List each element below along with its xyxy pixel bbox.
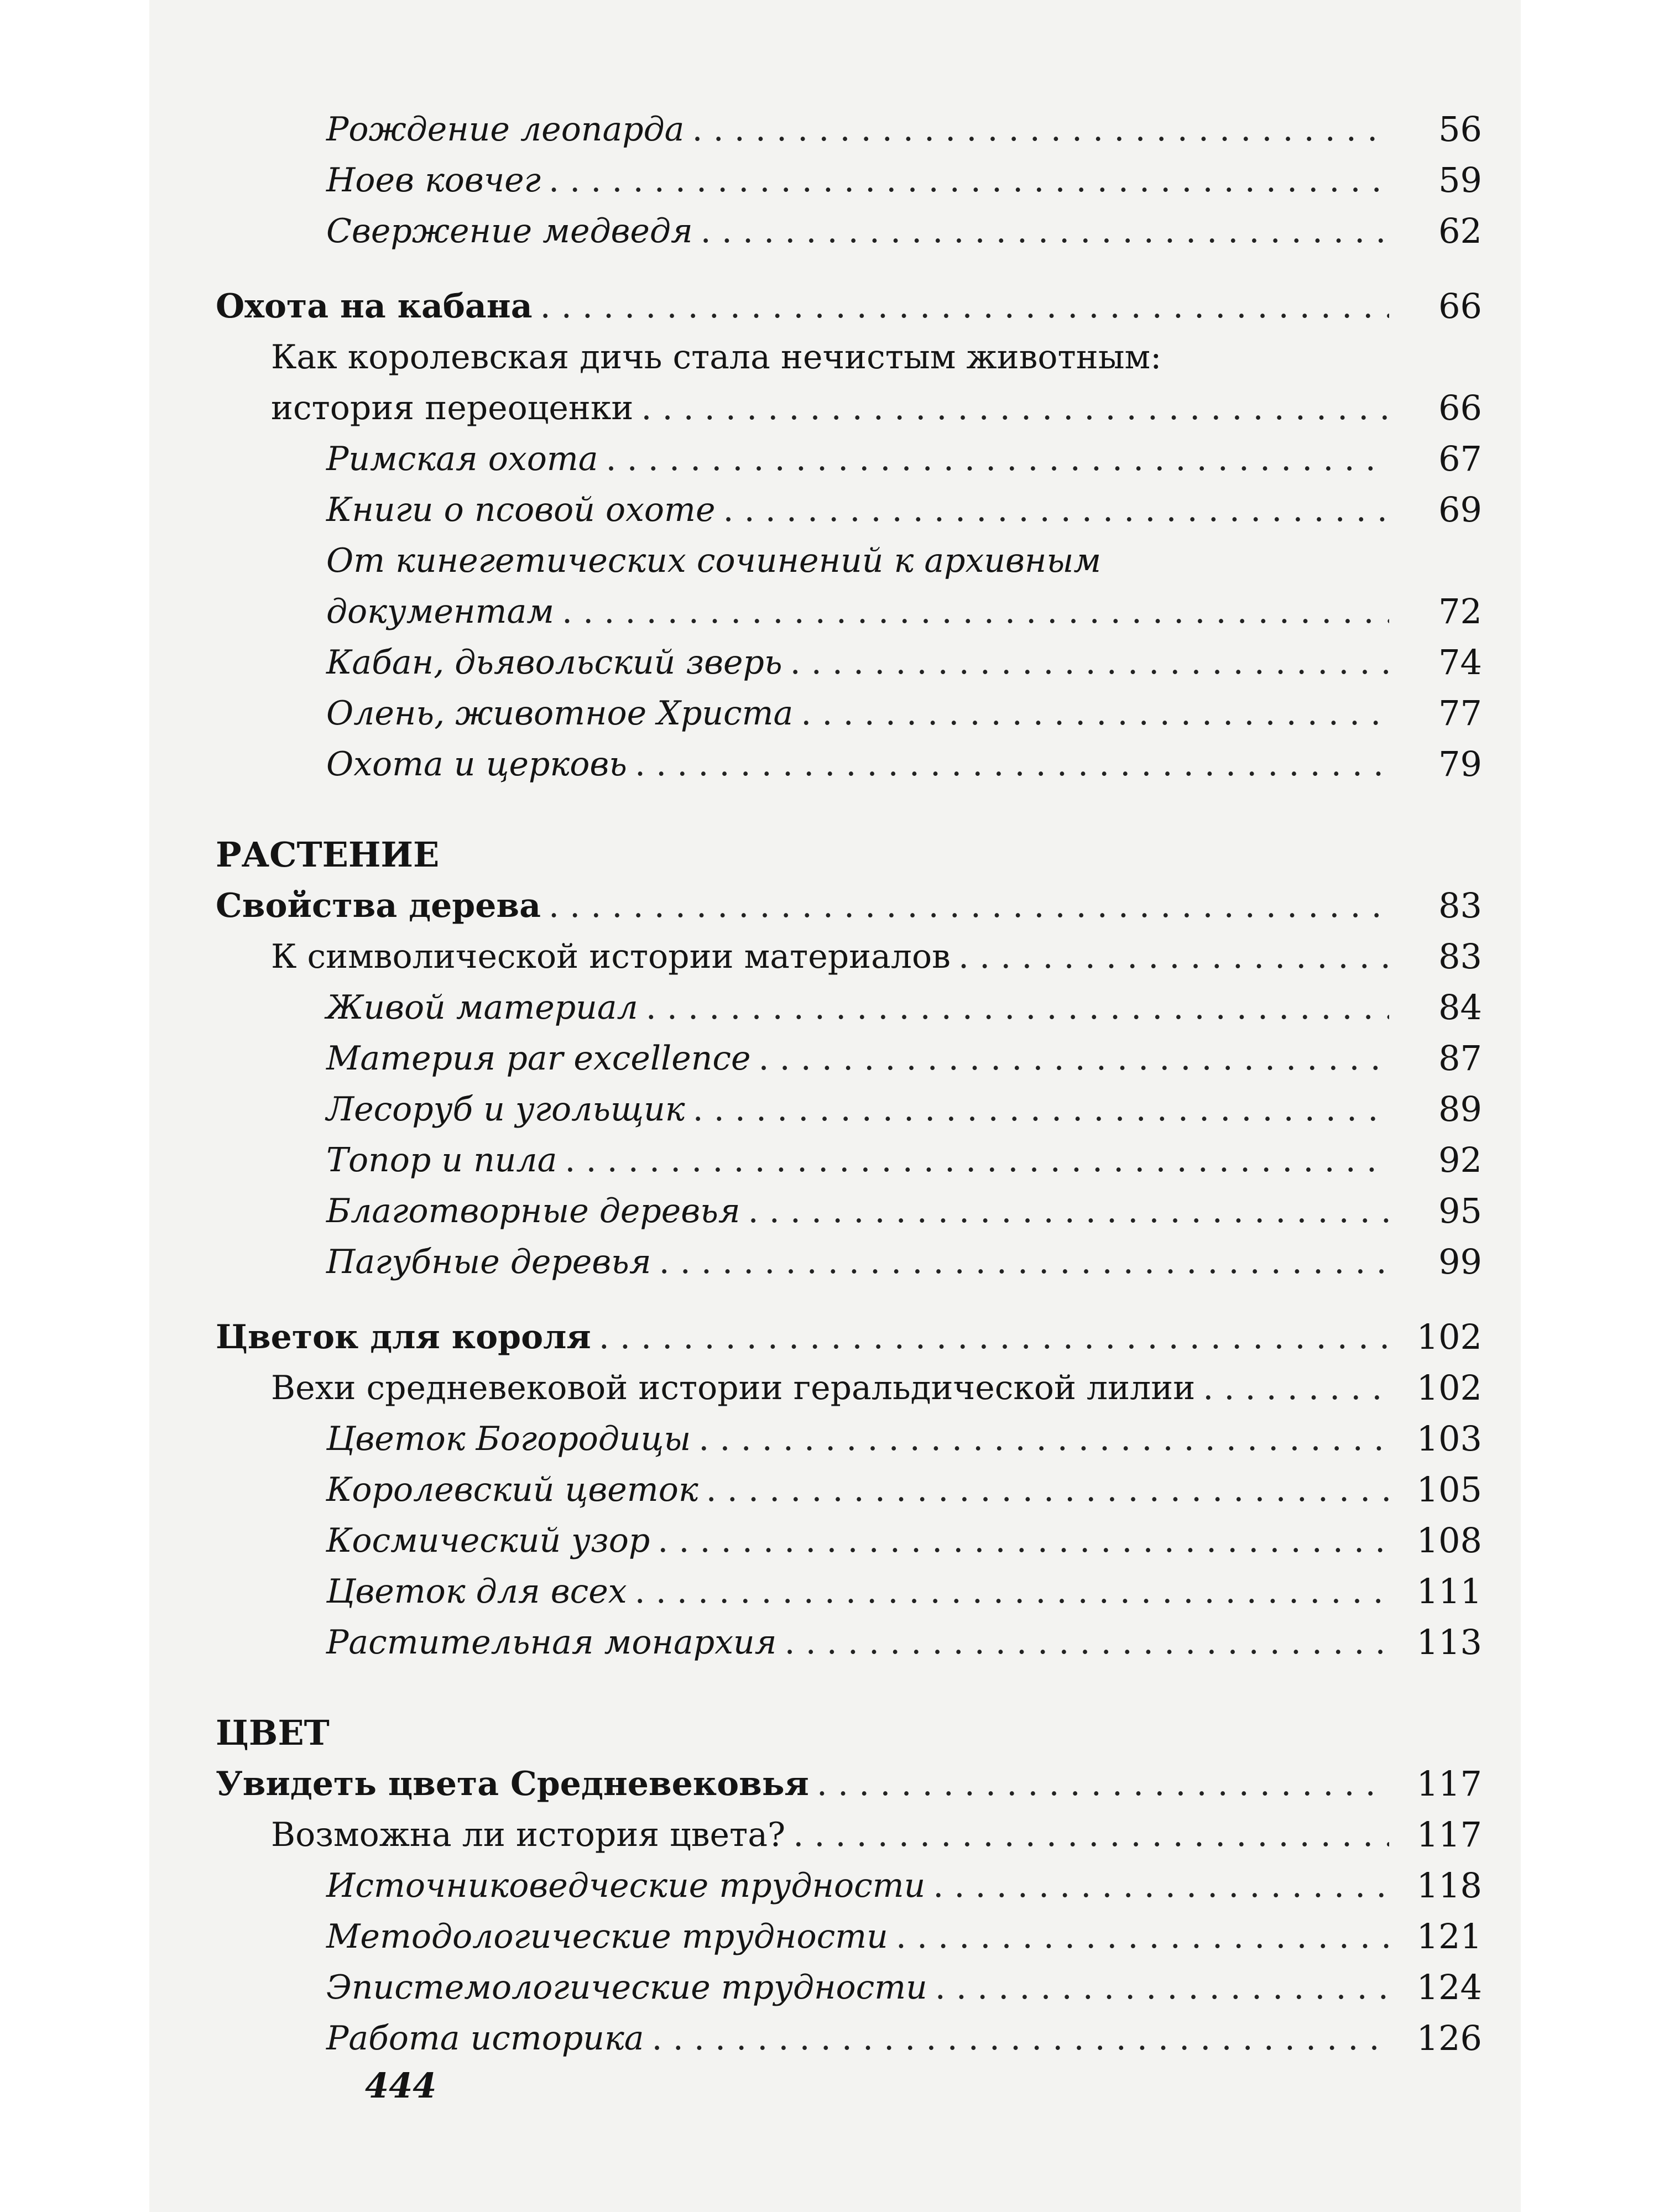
toc-entry: [216, 1958, 1482, 2008]
toc-entry-page: 83: [1438, 885, 1482, 926]
toc-entry-page: 108: [1416, 1520, 1482, 1561]
toc-entry-page: 121: [1416, 1916, 1482, 1957]
toc-entry-page: 113: [1416, 1622, 1482, 1662]
toc-entry: [216, 429, 1482, 480]
toc-entry-title: Материя par excellence: [326, 1039, 751, 1078]
toc-entry-title: Охота на кабана: [216, 287, 533, 326]
dot-leader: [565, 1139, 1389, 1181]
toc-entry-page: 105: [1416, 1469, 1482, 1510]
dot-leader: [562, 591, 1389, 633]
toc-entry: [216, 531, 1482, 582]
toc-entry-title: Работа историка: [326, 2019, 644, 2058]
toc-entry: [216, 1856, 1482, 1907]
toc-entry: [216, 876, 1482, 927]
toc-entry-title: Охота и церковь: [326, 745, 627, 784]
toc-entry-page: 118: [1416, 1865, 1482, 1906]
toc-entry: [216, 1130, 1482, 1181]
toc-entry-title: Источниковедческие трудности: [326, 1866, 926, 1905]
toc-entry: [216, 2008, 1482, 2059]
toc-entry-title: Увидеть цвета Средневековья: [216, 1765, 809, 1803]
toc-entry-page: 102: [1416, 1368, 1482, 1408]
toc-entry-title: Методологические трудности: [326, 1917, 888, 1956]
toc-entry: [216, 1307, 1482, 1358]
toc-entry-title: документам: [326, 592, 554, 631]
toc-entry-page: 126: [1416, 2018, 1482, 2058]
toc-entry-page: 79: [1438, 744, 1482, 784]
dot-leader: [958, 936, 1389, 978]
toc-entry-page: 92: [1438, 1140, 1482, 1180]
toc-entry: [216, 1358, 1482, 1409]
toc-entry: [216, 1511, 1482, 1562]
dot-leader: [641, 387, 1389, 429]
toc-entry-page: 84: [1438, 987, 1482, 1027]
toc-entry: [216, 1460, 1482, 1511]
dot-leader: [759, 1037, 1390, 1079]
dot-leader: [723, 489, 1389, 531]
toc-entry: [216, 327, 1482, 378]
dot-leader: [935, 1966, 1389, 2008]
toc-entry-page: 117: [1416, 1814, 1482, 1855]
toc-entry-title: Рождение леопарда: [326, 110, 685, 149]
toc-entry: [216, 1805, 1482, 1856]
toc-entry-page: 99: [1438, 1241, 1482, 1282]
dot-leader: [693, 1088, 1389, 1130]
toc-entry: [216, 378, 1482, 429]
toc-entry-title: Возможна ли история цвета?: [271, 1815, 786, 1854]
dot-leader: [692, 108, 1389, 150]
toc-entry-title: От кинегетических сочинений к архивным: [326, 541, 1102, 580]
dot-leader: [748, 1190, 1389, 1232]
toc-entry: [216, 734, 1482, 785]
toc-entry: [216, 1029, 1482, 1079]
toc-entry-title: Свержение медведя: [326, 212, 693, 251]
dot-leader: [896, 1916, 1389, 1958]
toc-entry-title: Живой материал: [326, 988, 638, 1027]
toc-entry: [216, 150, 1482, 201]
toc-entry: [216, 1409, 1482, 1460]
dot-leader: [790, 641, 1389, 684]
toc-entry: [216, 978, 1482, 1029]
toc-entry-title: ЦВЕТ: [216, 1713, 330, 1753]
toc-entry-title: Цветок для короля: [216, 1318, 591, 1357]
toc-entry-title: Олень, животное Христа: [326, 694, 794, 733]
toc-entry: [216, 633, 1482, 684]
dot-leader: [801, 692, 1389, 734]
toc-entry-title: история переоценки: [271, 389, 634, 427]
toc-entry: [216, 927, 1482, 978]
toc-entry: [216, 1754, 1482, 1805]
toc-entry-title: Вехи средневековой истории геральдической лилии: [271, 1369, 1196, 1407]
toc-entry-title: Благотворные деревья: [326, 1192, 740, 1230]
page-number: 444: [365, 2065, 437, 2106]
toc-entry-page: 87: [1438, 1038, 1482, 1078]
toc-entry: [216, 201, 1482, 252]
toc-entry-page: 103: [1416, 1418, 1482, 1459]
toc-entry-page: 59: [1438, 160, 1482, 200]
toc-section-heading: [216, 810, 1482, 876]
toc-entry-page: 74: [1438, 642, 1482, 682]
toc-entry-page: 102: [1416, 1317, 1482, 1357]
toc-entry-page: 83: [1438, 936, 1482, 977]
dot-leader: [599, 1316, 1389, 1358]
toc-entry-title: РАСТЕНИЕ: [216, 834, 440, 875]
dot-leader: [658, 1520, 1389, 1562]
toc-entry-page: 77: [1438, 693, 1482, 733]
toc-entry: [216, 276, 1482, 327]
toc-entry-page: 67: [1438, 439, 1482, 479]
dot-leader: [793, 1814, 1389, 1856]
dot-leader: [549, 885, 1389, 927]
toc-entry: [216, 1907, 1482, 1958]
dot-leader: [706, 1469, 1389, 1511]
toc-entry: [216, 582, 1482, 633]
toc-entry-title: Римская охота: [326, 440, 598, 478]
dot-leader: [784, 1621, 1389, 1663]
toc-entry-title: Книги о псовой охоте: [326, 491, 716, 529]
toc-entry: [216, 1181, 1482, 1232]
dot-leader: [652, 2017, 1389, 2059]
toc-entry-title: Растительная монархия: [326, 1623, 777, 1662]
toc-entry-title: Лесоруб и угольщик: [326, 1090, 685, 1129]
toc-entry-page: 69: [1438, 489, 1482, 530]
toc-entry: [216, 684, 1482, 734]
toc-entry-title: Топор и пила: [326, 1141, 557, 1180]
toc-entry: [216, 1562, 1482, 1613]
dot-leader: [635, 743, 1389, 785]
toc-entry-page: 62: [1438, 211, 1482, 251]
dot-leader: [817, 1763, 1389, 1805]
toc-entry-page: 95: [1438, 1191, 1482, 1231]
toc-entry-title: Космический узор: [326, 1521, 650, 1560]
toc-entry-title: Кабан, дьявольский зверь: [326, 643, 782, 682]
dot-leader: [606, 438, 1389, 480]
toc-entry-title: Цветок Богородицы: [326, 1420, 691, 1458]
dot-leader: [549, 159, 1389, 201]
toc-entry-title: К символической истории материалов: [271, 937, 951, 976]
toc-section-heading: [216, 1688, 1482, 1754]
dot-leader: [1203, 1367, 1389, 1409]
dot-leader: [540, 285, 1389, 327]
book-page: [149, 0, 1521, 2212]
toc-entry-title: Ноев ковчег: [326, 161, 541, 200]
toc-entry-title: Эпистемологические трудности: [326, 1968, 927, 2007]
toc-entry-title: Королевский цветок: [326, 1470, 698, 1509]
toc-entry-page: 117: [1416, 1764, 1482, 1804]
toc-entry-page: 56: [1438, 109, 1482, 149]
toc-entry-title: Как королевская дичь стала нечистым животным:: [271, 338, 1162, 377]
toc-entry-page: 72: [1438, 591, 1482, 632]
table-of-contents: [216, 100, 1482, 2059]
toc-entry: [216, 480, 1482, 531]
toc-entry-page: 66: [1438, 388, 1482, 428]
toc-entry-title: Цветок для всех: [326, 1572, 627, 1611]
dot-leader: [701, 210, 1389, 252]
toc-entry-page: 89: [1438, 1089, 1482, 1129]
toc-entry-title: Пагубные деревья: [326, 1243, 651, 1281]
dot-leader: [659, 1241, 1389, 1283]
toc-entry: [216, 1232, 1482, 1283]
toc-entry-title: Свойства дерева: [216, 886, 541, 925]
dot-leader: [635, 1571, 1389, 1613]
toc-entry: [216, 100, 1482, 150]
toc-entry-page: 124: [1416, 1967, 1482, 2007]
toc-entry: [216, 1613, 1482, 1663]
toc-entry: [216, 1079, 1482, 1130]
dot-leader: [646, 987, 1389, 1029]
toc-entry-page: 111: [1416, 1571, 1482, 1611]
dot-leader: [933, 1865, 1389, 1907]
toc-entry-page: 66: [1438, 286, 1482, 326]
dot-leader: [698, 1418, 1389, 1460]
